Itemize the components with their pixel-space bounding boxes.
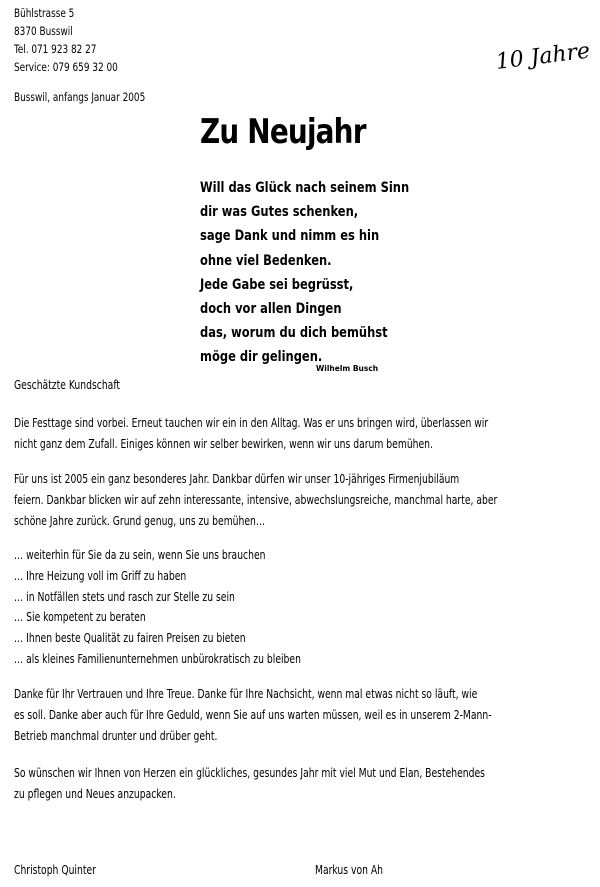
- paragraph-intro: [14, 412, 572, 454]
- page-title: Zu Neujahr: [200, 112, 366, 152]
- poem-line: möge dir gelingen.: [200, 349, 323, 366]
- paragraph-line: nicht ganz dem Zufall. Einiges können wir selber bewirken, wenn wir uns darum bemühen.: [14, 436, 433, 451]
- signature-left: Christoph Quinter: [14, 862, 96, 877]
- address-phone: Tel. 071 923 82 27: [14, 42, 97, 56]
- list-item: … Ihre Heizung voll im Griff zu haben: [14, 567, 187, 583]
- paragraph-line: Die Festtage sind vorbei. Erneut tauchen wir ein in den Alltag. Was er uns bringen wird, überlassen wir: [14, 415, 489, 430]
- address-city: 8370 Busswil: [14, 24, 73, 38]
- poem-author: Wilhelm Busch: [316, 364, 379, 373]
- paragraph-line: Betrieb manchmal drunter und drüber geht.: [14, 728, 218, 743]
- poem-line: Jede Gabe sei begrüsst,: [200, 276, 354, 293]
- paragraph-line: Danke für Ihr Vertrauen und Ihre Treue. Danke für Ihre Nachsicht, wenn mal etwas nicht so läuft, wie: [14, 686, 478, 701]
- poem-line: das, worum du dich bemühst: [200, 325, 388, 342]
- promise-list: [14, 545, 301, 670]
- poem-line: dir was Gutes schenken,: [200, 204, 359, 221]
- poem-line: sage Dank und nimm es hin: [200, 228, 380, 245]
- paragraph-line: So wünschen wir Ihnen von Herzen ein glückliches, gesundes Jahr mit viel Mut und Elan, Bestehendes: [14, 765, 485, 780]
- list-item: … weiterhin für Sie da zu sein, wenn Sie uns brauchen: [14, 547, 266, 562]
- poem-line: ohne viel Bedenken.: [200, 252, 332, 269]
- paragraph-anniversary: [14, 468, 572, 531]
- paragraph-line: feiern. Dankbar blicken wir auf zehn interessante, intensive, abwechslungsreiche, manchmal harte, aber: [14, 492, 498, 507]
- list-item: … Ihnen beste Qualität zu fairen Preisen zu bieten: [14, 630, 246, 646]
- paragraph-thanks: [14, 683, 572, 746]
- list-item: … Sie kompetent zu beraten: [14, 609, 146, 625]
- list-item: … als kleines Familienunternehmen unbürokratisch zu bleiben: [14, 650, 301, 666]
- poem-line: Will das Glück nach seinem Sinn: [200, 180, 410, 196]
- sender-address: [14, 4, 118, 76]
- paragraph-line: Für uns ist 2005 ein ganz besonderes Jahr. Dankbar dürfen wir unser 10-jähriges Firmenjubiläum: [14, 471, 460, 486]
- paragraph-line: es soll. Danke aber auch für Ihre Geduld, wenn Sie auf uns warten müssen, weil es in unserem 2-Mann-: [14, 707, 492, 722]
- paragraph-line: schöne Jahre zurück. Grund genug, uns zu bemühen…: [14, 513, 266, 528]
- poem-line: doch vor allen Dingen: [200, 301, 342, 318]
- anniversary-mark: 10 Jahre: [494, 38, 592, 75]
- signature-right: Markus von Ah: [315, 862, 384, 877]
- address-service: Service: 079 659 32 00: [14, 60, 118, 74]
- salutation: Geschätzte Kundschaft: [14, 377, 120, 392]
- paragraph-line: zu pflegen und Neues anzupacken.: [14, 786, 176, 801]
- address-street: Bühlstrasse 5: [14, 6, 75, 20]
- paragraph-wishes: [14, 762, 572, 804]
- dateline: Busswil, anfangs Januar 2005: [14, 90, 146, 104]
- list-item: … in Notfällen stets und rasch zur Stelle zu sein: [14, 588, 235, 604]
- poem: [200, 176, 455, 370]
